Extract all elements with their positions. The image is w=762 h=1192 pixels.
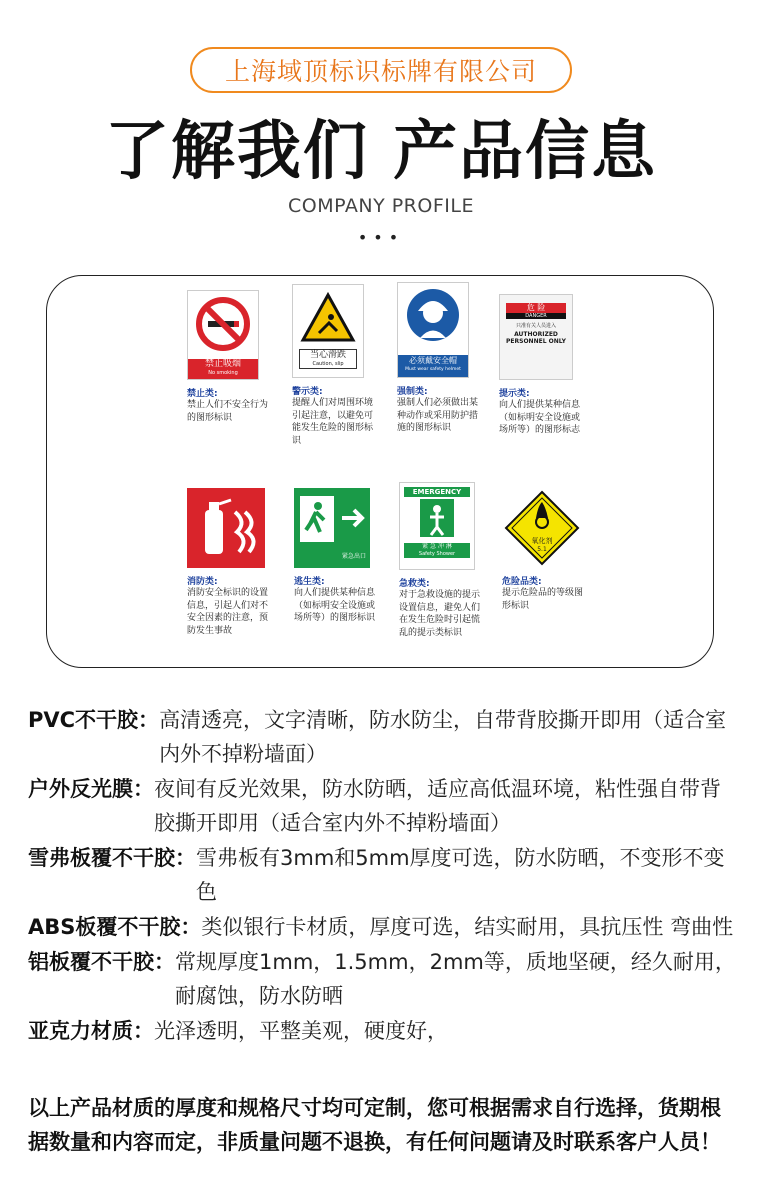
category-desc: 对于急救设施的提示设置信息，避免人们在发生危险时引起慌乱的提示类标识 bbox=[399, 590, 481, 638]
category-desc: 向人们提供某种信息（如标明安全设施或场所等）的图形标识 bbox=[294, 588, 376, 623]
sign-label: EMERGENCY bbox=[404, 487, 470, 497]
category-fire bbox=[187, 488, 302, 637]
spec-text: 雪弗板有3mm和5mm厚度可选，防水防晒，不变形不变色 bbox=[196, 846, 725, 904]
category-title: 提示类: bbox=[499, 389, 530, 399]
sign-label: 氧化剂 bbox=[531, 537, 553, 545]
category-escape bbox=[294, 488, 409, 625]
spec-text: 常规厚度1mm，1.5mm，2mm等，质地坚硬，经久耐用，耐腐蚀，防水防晒 bbox=[175, 950, 736, 1008]
spec-item bbox=[28, 1014, 740, 1048]
category-title: 警示类: bbox=[292, 387, 323, 397]
category-hazmat bbox=[502, 488, 617, 612]
sign-sublabel: No smoking bbox=[208, 370, 238, 376]
spec-label: 雪弗板覆不干胶： bbox=[28, 846, 196, 870]
spec-text: 光泽透明，平整美观，硬度好， bbox=[154, 1019, 448, 1043]
sign-sublabel: 5.1 bbox=[537, 546, 547, 553]
spec-text: 夜间有反光效果，防水防晒，适应高低温环境，粘性强自带背胶撕开即用（适合室内外不掉粉墙面） bbox=[154, 777, 721, 835]
sign-label: 当心滑跌 bbox=[309, 350, 346, 360]
spec-item bbox=[28, 945, 740, 1013]
spec-label: PVC不干胶： bbox=[28, 708, 160, 732]
sign-english: Safety Shower bbox=[418, 551, 456, 557]
category-desc: 消防安全标识的设置信息，引起人们对不安全因素的注意，预防发生事故 bbox=[187, 588, 269, 636]
spec-text: 类似银行卡材质，厚度可选，结实耐用，具抗压性 弯曲性 bbox=[201, 915, 734, 939]
category-prohibit bbox=[187, 290, 302, 424]
category-desc: 强制人们必须做出某种动作或采用防护措施的图形标识 bbox=[397, 398, 479, 433]
product-category-panel bbox=[46, 275, 714, 668]
sign-note: 只准有关人员进入 bbox=[515, 323, 556, 329]
sign-sublabel: Must wear safety helmet bbox=[405, 367, 461, 372]
category-desc: 提醒人们对周围环境引起注意，以避免可能发生危险的图形标识 bbox=[292, 398, 374, 446]
sign-label: 危 险 bbox=[526, 303, 546, 312]
spec-label: 铝板覆不干胶： bbox=[28, 950, 175, 974]
sign-sublabel: DANGER bbox=[506, 313, 566, 319]
fire-extinguisher-icon bbox=[187, 488, 265, 568]
sign-sublabel: 紧 急 冲 淋 bbox=[422, 543, 452, 550]
category-warning bbox=[292, 284, 407, 447]
company-name: 上海域顶标识标牌有限公司 bbox=[224, 57, 537, 86]
category-desc: 向人们提供某种信息（如标明安全设施或场所等）的图形标志 bbox=[499, 400, 581, 435]
spec-label: ABS板覆不干胶： bbox=[28, 915, 202, 939]
spec-text: 高清透亮，文字清晰，防水防尘，自带背胶撕开即用（适合室内外不掉粉墙面） bbox=[159, 708, 727, 766]
spec-item bbox=[28, 910, 740, 944]
customization-notice: 以上产品材质的厚度和规格尺寸均可定制，您可根据需求自行选择，货期根据数量和内容而定，非质量问题不退换，有任何问题请及时联系客户人员！ bbox=[28, 1096, 721, 1154]
spec-label: 亚克力材质： bbox=[28, 1019, 154, 1043]
category-desc: 禁止人们不安全行为的图形标识 bbox=[187, 400, 269, 423]
category-title: 禁止类: bbox=[187, 389, 218, 399]
emergency-shower-icon bbox=[399, 482, 475, 570]
sign-label: 紧急出口 bbox=[341, 553, 366, 560]
category-desc: 提示危险品的等级图形标识 bbox=[502, 588, 584, 611]
category-title: 强制类: bbox=[397, 387, 428, 397]
category-title: 消防类: bbox=[187, 577, 218, 587]
oxidizer-icon bbox=[502, 488, 582, 568]
sign-label: 必须戴安全帽 bbox=[409, 356, 457, 365]
spec-item bbox=[28, 841, 740, 909]
decorative-dots: ••• bbox=[357, 228, 405, 247]
helmet-icon bbox=[397, 282, 469, 378]
page-title: 了解我们 产品信息 bbox=[104, 115, 658, 189]
warning-slip-icon bbox=[292, 284, 364, 378]
sign-english: AUTHORIZED PERSONNEL ONLY bbox=[506, 331, 566, 345]
category-title: 逃生类: bbox=[294, 577, 325, 587]
page-subtitle: COMPANY PROFILE bbox=[288, 195, 474, 217]
spec-label: 户外反光膜： bbox=[28, 777, 154, 801]
category-first-aid bbox=[399, 482, 514, 639]
material-specs bbox=[28, 703, 740, 1049]
sign-label: 禁止吸烟 bbox=[204, 359, 241, 369]
sign-sublabel: Caution, slip bbox=[312, 361, 344, 367]
exit-icon bbox=[294, 488, 370, 568]
danger-sign-icon bbox=[499, 294, 573, 380]
company-name-badge bbox=[190, 47, 572, 93]
category-title: 危险品类: bbox=[502, 577, 542, 587]
category-title: 急救类: bbox=[399, 579, 430, 589]
category-mandatory bbox=[397, 282, 512, 435]
no-smoking-icon bbox=[187, 290, 259, 380]
spec-item bbox=[28, 772, 740, 840]
category-notice bbox=[499, 294, 614, 437]
spec-item bbox=[28, 703, 740, 771]
